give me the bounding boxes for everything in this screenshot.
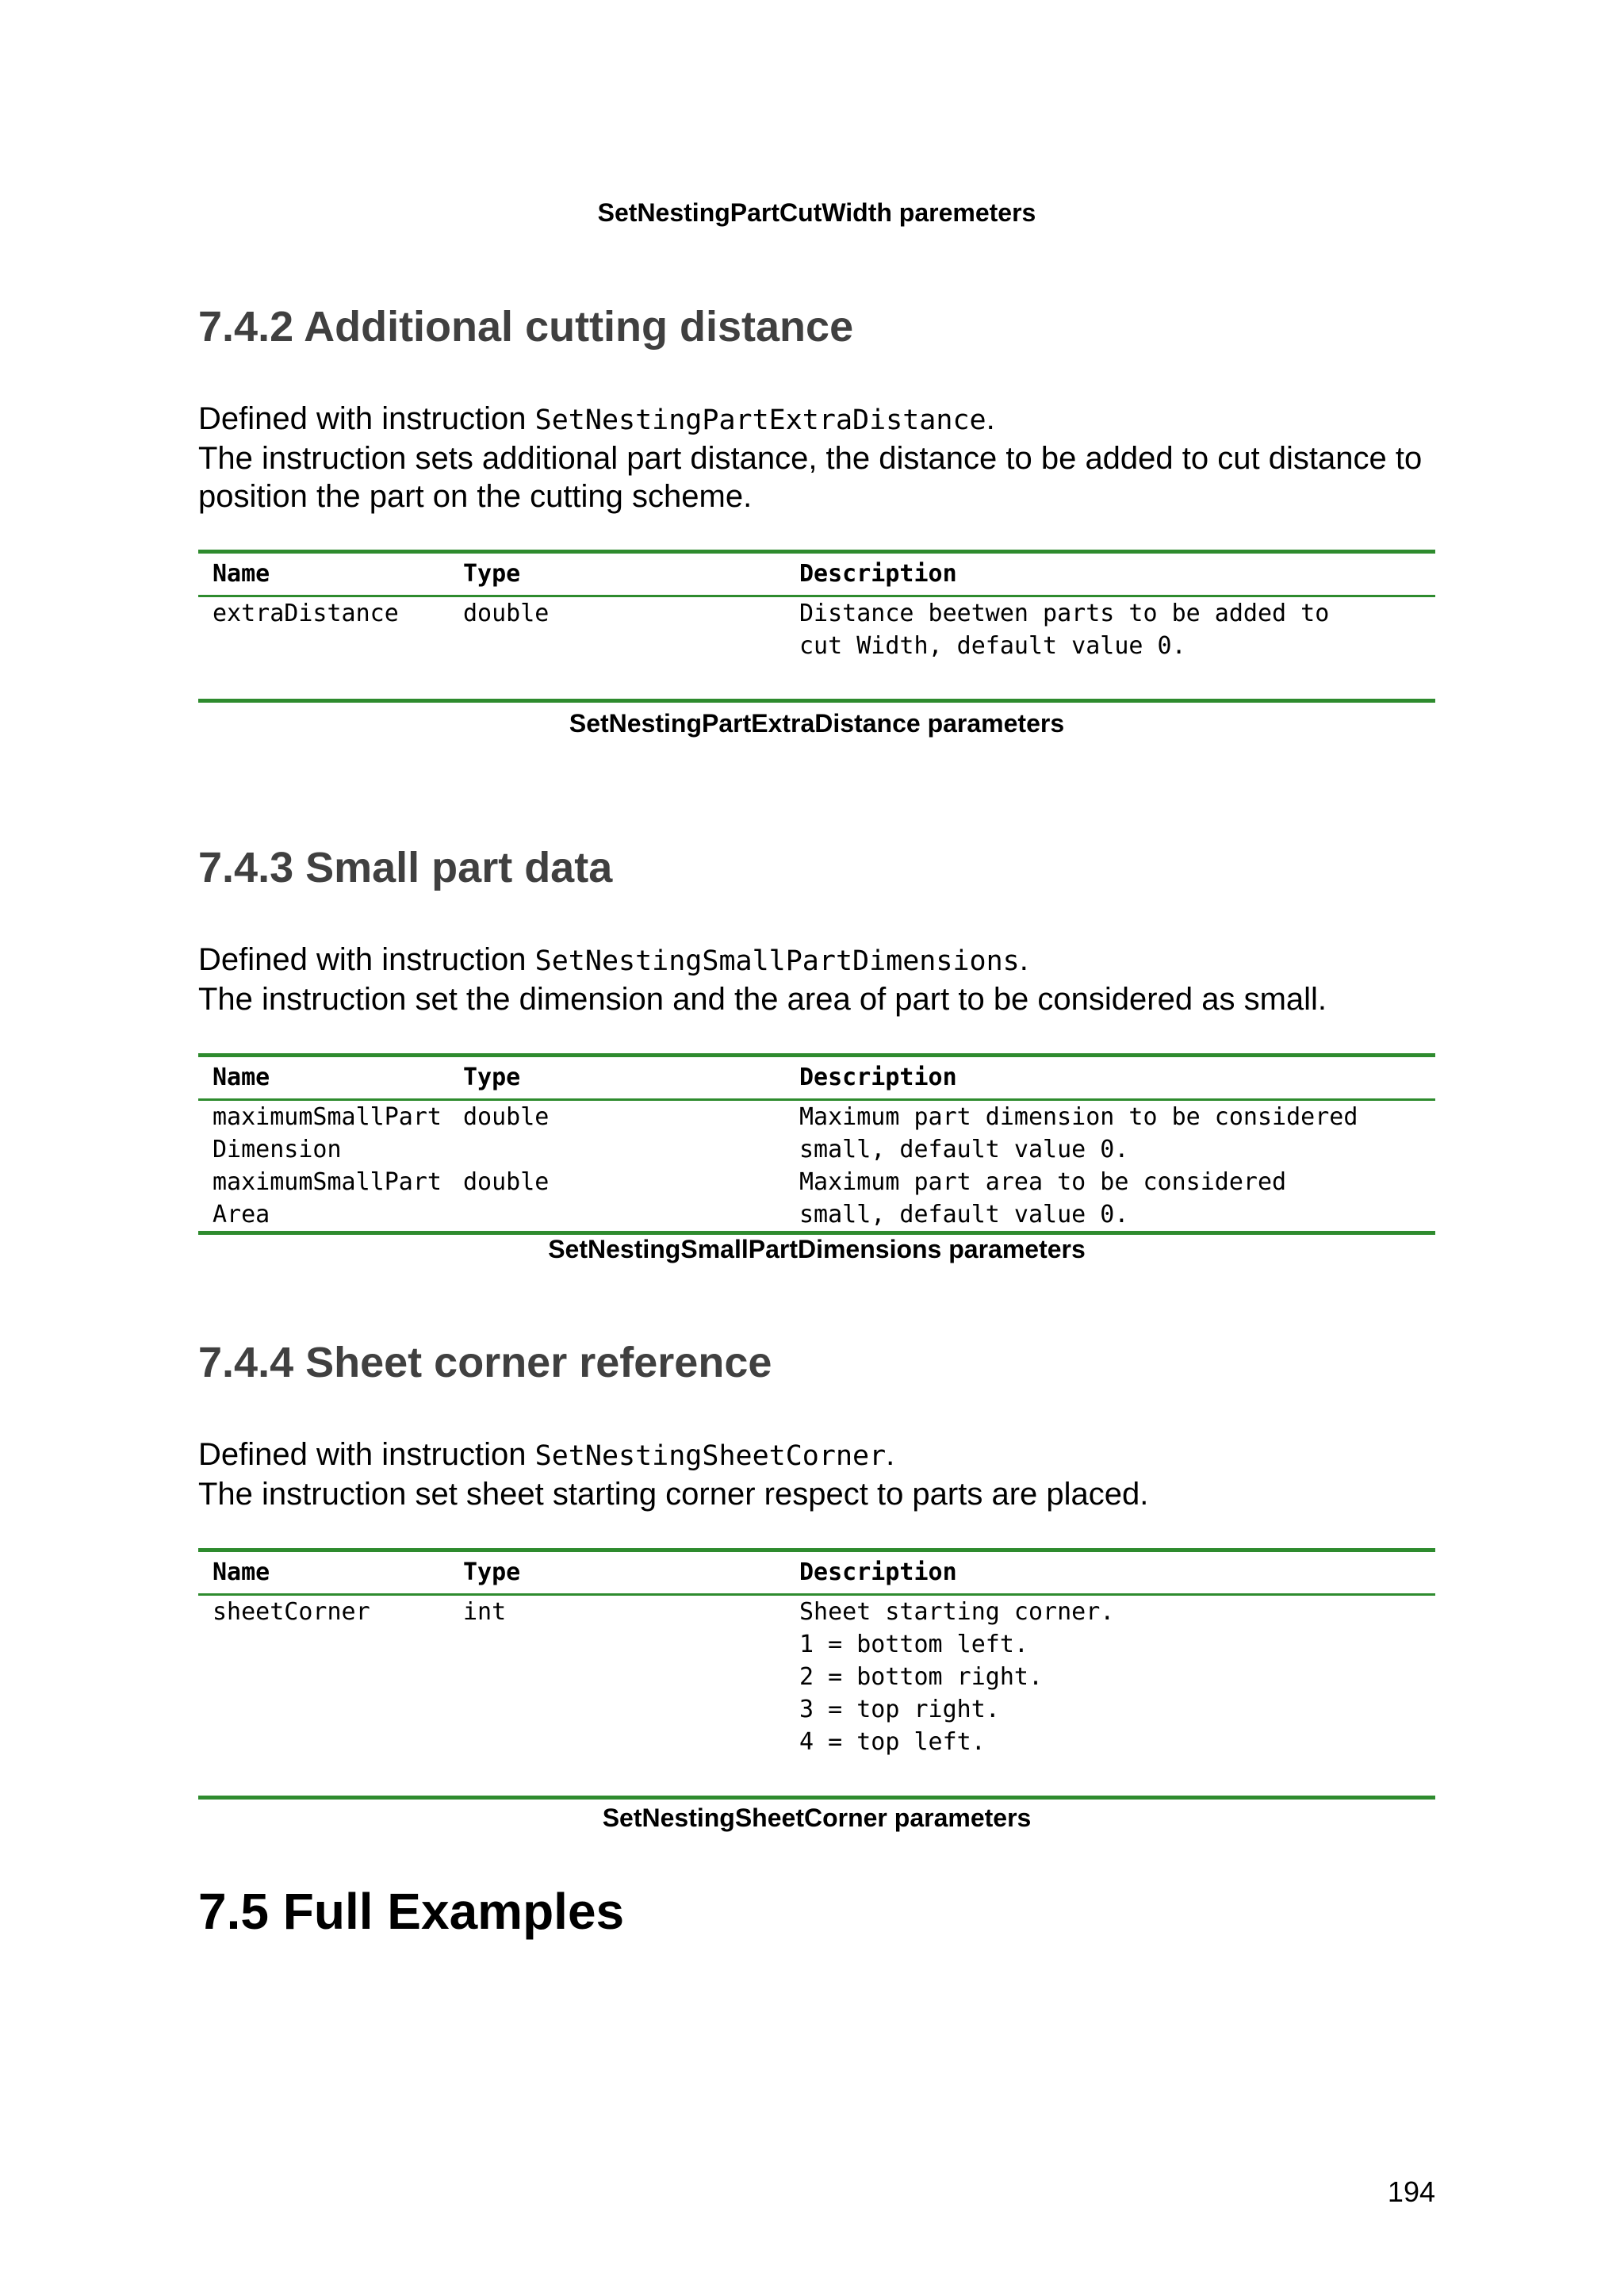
header-description: Description	[799, 560, 957, 588]
header-description: Description	[799, 1064, 957, 1091]
section-743-intro	[198, 941, 1435, 980]
cell-name: extraDistance	[213, 600, 399, 627]
heading-7-4-4: 7.4.4 Sheet corner reference	[198, 1339, 772, 1386]
intro-prefix: Defined with instruction	[198, 942, 535, 977]
cell-name: maximumSmallPart Area	[213, 1168, 442, 1228]
instruction-code: SetNestingPartExtraDistance	[534, 404, 986, 436]
heading-7-5: 7.5 Full Examples	[198, 1883, 625, 1940]
table-caption-small-part: SetNestingSmallPartDimensions parameters	[548, 1235, 1086, 1263]
intro-prefix: Defined with instruction	[198, 1437, 535, 1472]
cell-description: Sheet starting corner. 1 = bottom left. 2 = bottom right. 3 = top right. 4 = top left.	[799, 1598, 1115, 1756]
cell-name: maximumSmallPart Dimension	[213, 1103, 442, 1163]
cell-description: Distance beetwen parts to be added to cut Width, default value 0.	[799, 600, 1330, 660]
table-header	[198, 1552, 1435, 1596]
document-page	[198, 0, 1435, 2296]
table-extra-distance	[198, 550, 1435, 703]
section-744-description: The instruction set sheet starting corner respect to parts are placed.	[198, 1477, 1149, 1512]
cell-type: double	[463, 600, 550, 627]
intro-suffix: .	[1019, 942, 1028, 977]
intro-prefix: Defined with instruction	[198, 401, 535, 436]
table-row	[198, 597, 1435, 699]
cell-description: Maximum part area to be considered small, default value 0.	[799, 1168, 1287, 1228]
section-743-body	[198, 941, 1435, 1018]
table-small-part	[198, 1053, 1435, 1235]
section-743-description: The instruction set the dimension and the area of part to be considered as small.	[198, 982, 1327, 1017]
cell-type: double	[463, 1103, 550, 1131]
cell-name: sheetCorner	[213, 1598, 370, 1626]
cell-description: Maximum part dimension to be considered small, default value 0.	[799, 1103, 1358, 1163]
cell-type: double	[463, 1168, 550, 1196]
header-name: Name	[213, 1064, 270, 1091]
header-type: Type	[463, 560, 521, 588]
table-caption-extra-distance: SetNestingPartExtraDistance parameters	[569, 709, 1065, 738]
table-sheet-corner	[198, 1548, 1435, 1800]
header-type: Type	[463, 1064, 521, 1091]
table-row	[198, 1596, 1435, 1796]
page-number: 194	[1387, 2175, 1435, 2208]
table-row	[198, 1101, 1435, 1166]
table-header	[198, 1057, 1435, 1101]
section-742-description: The instruction sets additional part distance, the distance to be added to cut distance to position the part on the cutting scheme.	[198, 441, 1423, 514]
table-header	[198, 554, 1435, 597]
table-caption-cut-width: SetNestingPartCutWidth paremeters	[597, 198, 1036, 227]
instruction-code: SetNestingSmallPartDimensions	[534, 945, 1020, 977]
header-description: Description	[799, 1558, 957, 1586]
cell-type: int	[463, 1598, 507, 1626]
heading-7-4-2: 7.4.2 Additional cutting distance	[198, 303, 854, 351]
intro-suffix: .	[986, 401, 995, 436]
header-name: Name	[213, 560, 270, 588]
intro-suffix: .	[886, 1437, 895, 1472]
table-caption-sheet-corner: SetNestingSheetCorner parameters	[602, 1803, 1032, 1832]
heading-7-4-3: 7.4.3 Small part data	[198, 844, 613, 891]
header-type: Type	[463, 1558, 521, 1586]
table-row	[198, 1166, 1435, 1231]
section-742-body	[198, 400, 1435, 516]
header-name: Name	[213, 1558, 270, 1586]
section-742-intro	[198, 400, 1435, 439]
section-744-body	[198, 1435, 1435, 1513]
instruction-code: SetNestingSheetCorner	[534, 1440, 887, 1472]
section-744-intro	[198, 1435, 1435, 1475]
